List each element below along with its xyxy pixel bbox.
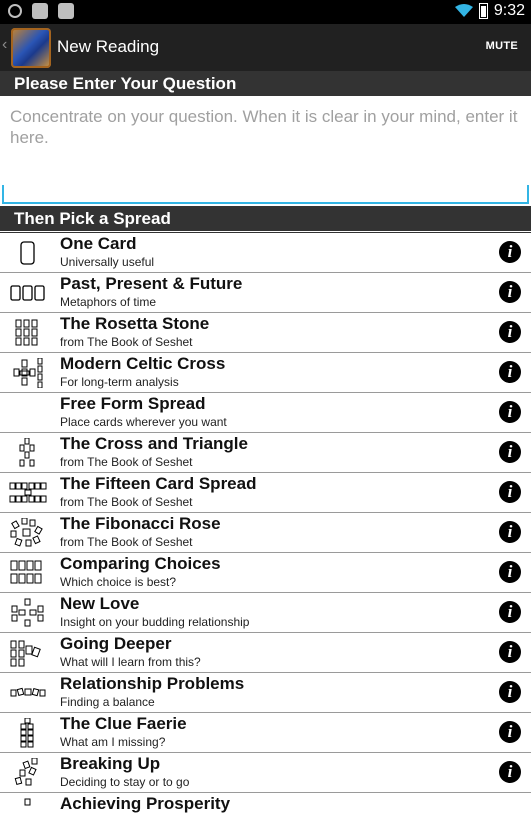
input-left-edge: [2, 185, 4, 203]
info-icon[interactable]: i: [499, 561, 521, 583]
question-input[interactable]: [2, 98, 529, 204]
gamepad-icon: [58, 3, 74, 19]
spread-subtitle: Place cards wherever you want: [60, 415, 227, 429]
single-card-layout-icon: [8, 238, 48, 268]
info-icon[interactable]: i: [499, 401, 521, 423]
spread-item-modern-celtic-cross[interactable]: [0, 352, 531, 392]
spread-subtitle: Deciding to stay or to go: [60, 775, 190, 789]
spread-item-rosetta-stone[interactable]: [0, 312, 531, 352]
clue-faerie-layout-icon: [8, 718, 48, 748]
info-icon[interactable]: i: [499, 281, 521, 303]
info-icon[interactable]: i: [499, 601, 521, 623]
info-icon[interactable]: i: [499, 521, 521, 543]
question-header: Please Enter Your Question: [0, 71, 531, 96]
celtic-cross-layout-icon: [8, 358, 48, 388]
info-icon[interactable]: i: [499, 441, 521, 463]
spread-subtitle: What will I learn from this?: [60, 655, 201, 669]
info-icon[interactable]: i: [499, 321, 521, 343]
spread-title: The Fifteen Card Spread: [60, 474, 257, 493]
spread-title: Comparing Choices: [60, 554, 221, 573]
spread-subtitle: from The Book of Seshet: [60, 455, 193, 469]
spread-subtitle: What am I missing?: [60, 735, 166, 749]
spread-item-new-love[interactable]: [0, 592, 531, 632]
spread-subtitle: Metaphors of time: [60, 295, 157, 309]
spread-subtitle: from The Book of Seshet: [60, 495, 193, 509]
info-icon[interactable]: i: [499, 361, 521, 383]
breaking-up-layout-icon: [8, 758, 48, 788]
spread-subtitle: Universally useful: [60, 255, 155, 269]
spread-item-clue-faerie[interactable]: [0, 712, 531, 752]
spread-subtitle: Finding a balance: [60, 695, 155, 709]
comparing-choices-layout-icon: [8, 558, 48, 588]
spread-title: Past, Present & Future: [60, 274, 243, 293]
spread-item-relationship-problems[interactable]: [0, 672, 531, 712]
spread-item-past-present-future[interactable]: [0, 272, 531, 312]
spread-title: The Rosetta Stone: [60, 314, 210, 333]
page-title: New Reading: [57, 37, 160, 56]
info-icon[interactable]: i: [499, 481, 521, 503]
spread-list: [0, 232, 531, 832]
spread-title: The Fibonacci Rose: [60, 514, 221, 533]
app-logo[interactable]: [11, 28, 51, 68]
spread-subtitle: from The Book of Seshet: [60, 535, 193, 549]
spread-item-fibonacci-rose[interactable]: [0, 512, 531, 552]
battery-icon: [479, 3, 488, 19]
spread-item-free-form[interactable]: [0, 392, 531, 432]
spread-title: Breaking Up: [60, 754, 161, 773]
back-chevron-icon[interactable]: ‹: [2, 36, 8, 53]
rosetta-layout-icon: [8, 318, 48, 348]
spread-title: Relationship Problems: [60, 674, 245, 693]
spread-item-cross-and-triangle[interactable]: [0, 432, 531, 472]
wifi-icon: [455, 4, 473, 18]
spread-subtitle: Which choice is best?: [60, 575, 177, 589]
spread-title: The Cross and Triangle: [60, 434, 248, 453]
fibonacci-rose-layout-icon: [8, 518, 48, 548]
spread-title: Free Form Spread: [60, 394, 206, 413]
spread-title: Modern Celtic Cross: [60, 354, 226, 373]
info-icon[interactable]: i: [499, 641, 521, 663]
spread-item-going-deeper[interactable]: [0, 632, 531, 672]
info-icon[interactable]: i: [499, 721, 521, 743]
info-icon[interactable]: i: [499, 241, 521, 263]
notification-icons: [8, 3, 74, 19]
prosperity-layout-icon: [8, 798, 48, 828]
input-right-edge: [527, 185, 529, 203]
spread-item-one-card[interactable]: [0, 232, 531, 272]
three-card-layout-icon: [8, 278, 48, 308]
spread-item-breaking-up[interactable]: [0, 752, 531, 792]
status-bar: [0, 0, 531, 24]
spread-title: Achieving Prosperity: [60, 794, 231, 813]
clipboard-icon: [32, 3, 48, 19]
going-deeper-layout-icon: [8, 638, 48, 668]
spread-title: The Clue Faerie: [60, 714, 187, 733]
spread-item-fifteen-card[interactable]: [0, 472, 531, 512]
action-bar: [0, 24, 531, 71]
sync-icon: [8, 4, 22, 18]
spread-title: One Card: [60, 234, 137, 253]
fifteen-card-layout-icon: [8, 478, 48, 508]
info-icon[interactable]: i: [499, 681, 521, 703]
new-love-layout-icon: [8, 598, 48, 628]
spread-item-comparing-choices[interactable]: [0, 552, 531, 592]
spread-subtitle: For long-term analysis: [60, 375, 179, 389]
spread-subtitle: Insight on your budding relationship: [60, 615, 250, 629]
cross-triangle-layout-icon: [8, 438, 48, 468]
clock: 9:32: [493, 2, 525, 19]
relationship-layout-icon: [8, 678, 48, 708]
spread-title: Going Deeper: [60, 634, 172, 653]
info-icon[interactable]: i: [499, 761, 521, 783]
mute-button[interactable]: MUTE: [485, 40, 518, 52]
spread-subtitle: from The Book of Seshet: [60, 335, 193, 349]
spread-item-achieving-prosperity[interactable]: [0, 792, 531, 832]
spread-header: Then Pick a Spread: [0, 206, 531, 231]
spread-title: New Love: [60, 594, 140, 613]
